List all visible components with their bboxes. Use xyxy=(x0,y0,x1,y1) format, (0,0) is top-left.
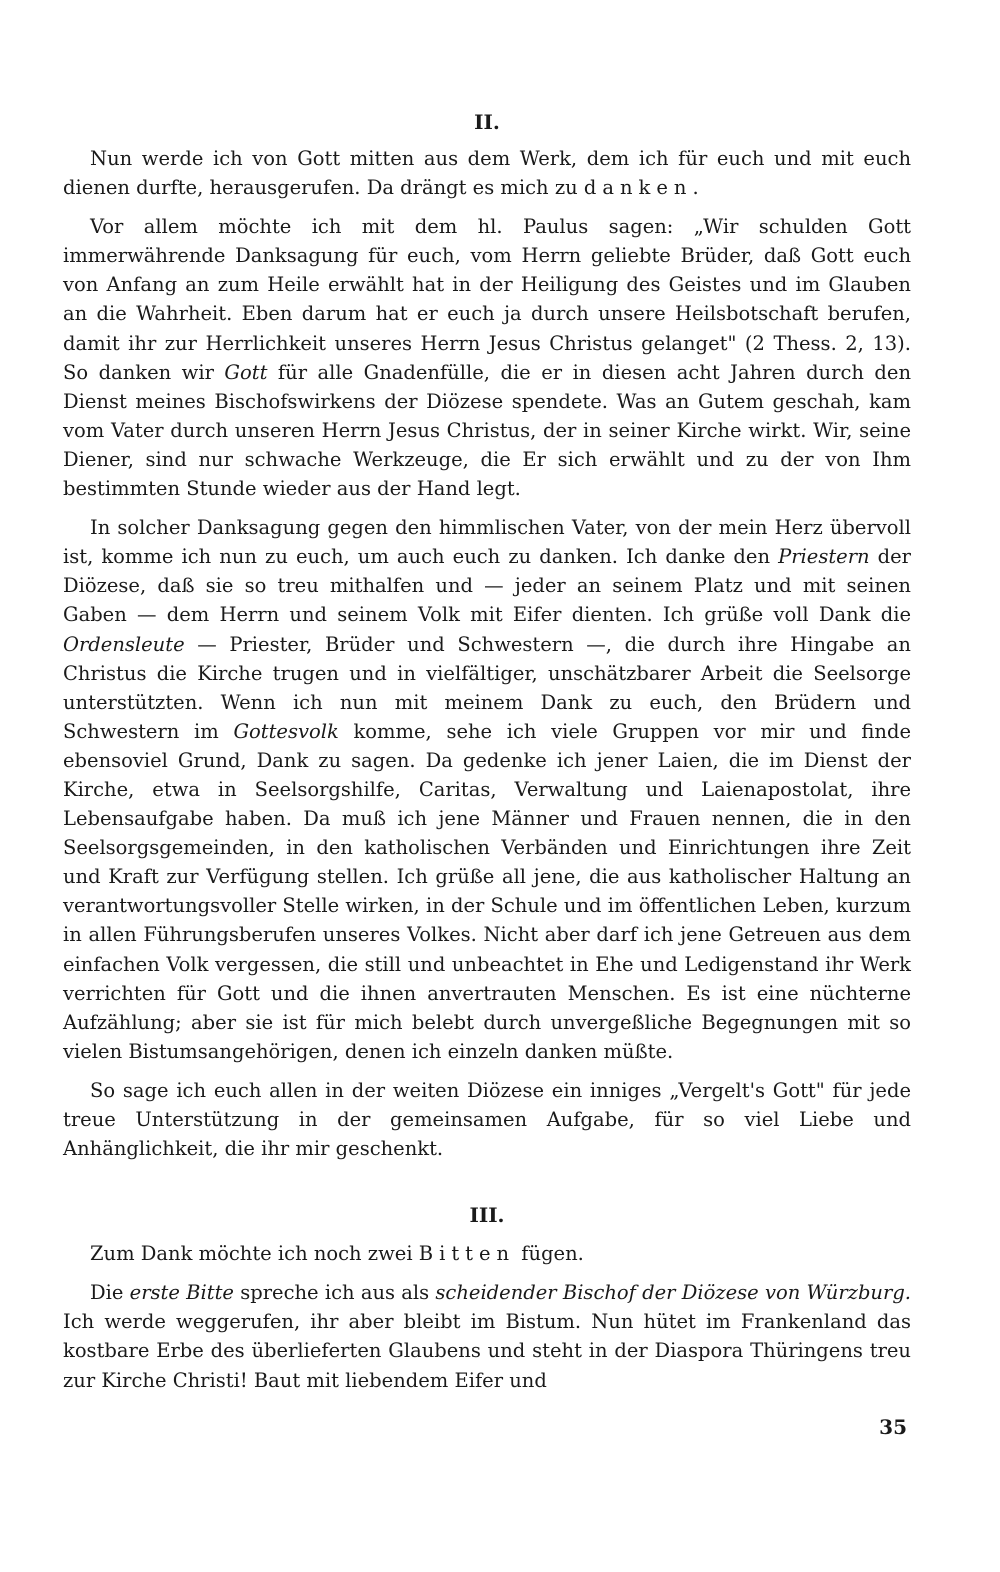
spaced-emphasis: Bitten xyxy=(418,1242,516,1266)
text-run: fügen. xyxy=(515,1242,584,1266)
text-run: — Priester, Brüder und Schwestern —, die durch ihre Hingabe an Christus die Kirche trugen und in vielfältiger, unschätzbarer Arbeit die Seelsorge unterstützten. Wenn ich nun mit meinem Dank zu euch, den Brüdern und Schwestern im xyxy=(63,632,911,743)
italic-emphasis: Ordensleute xyxy=(63,632,185,656)
text-run: Zum Dank möchte ich noch zwei xyxy=(90,1242,419,1266)
italic-emphasis: Gottesvolk xyxy=(233,719,339,743)
italic-emphasis: Gott xyxy=(224,360,268,384)
italic-emphasis: Priestern xyxy=(778,545,870,569)
paragraph xyxy=(63,1239,911,1268)
text-run: Ich werde weggerufen, ihr aber bleibt im Bistum. Nun hütet im Frankenland das kostbare Erbe des überlieferten Glaubens und steht in der Diaspora Thüringens treu zur Kirche Christi! Baut mit liebendem Eifer und xyxy=(63,1310,911,1392)
paragraph xyxy=(63,513,911,1066)
text-run: Nun werde ich von Gott mitten aus dem Werk, dem ich für euch und mit euch dienen durfte, herausgerufen. Da drängt es mich zu xyxy=(63,147,911,200)
text-run: Die xyxy=(90,1281,130,1305)
page-body xyxy=(63,108,911,1405)
paragraph xyxy=(63,212,911,503)
section-heading-ii: II. xyxy=(474,110,500,134)
italic-emphasis: erste Bitte xyxy=(129,1281,234,1305)
section-heading-iii: III. xyxy=(469,1203,505,1228)
spaced-emphasis: danken xyxy=(583,176,693,200)
text-run: Vor allem möchte ich mit dem hl. Paulus sagen: „Wir schulden Gott immerwährende Danksagung für euch, vom Herrn geliebte Brüder, daß Gott euch von Anfang an zum Heile erwählt hat in der Heiligung des Geistes und im Glauben an die Wahrheit. Eben darum hat er euch ja durch unsere Heilsbotschaft berufen, damit ihr zur Herrlichkeit unseres Herrn Jesus Christus gelanget" (2 Thess. 2, 13). So danken wir xyxy=(63,215,911,384)
paragraph xyxy=(63,144,911,202)
page-number: 35 xyxy=(879,1415,907,1439)
text-run: komme, sehe ich viele Gruppen vor mir und finde ebensoviel Grund, Dank zu sagen. Da gedenke ich jener Laien, die im Dienst der Kirche, etwa in Seelsorgshilfe, Caritas, Verwaltung und Laienapostolat, ihre Lebensaufgabe haben. Da muß ich jene Männer und Frauen nennen, die in den Seelsorgsgemeinden, in den katholischen Verbänden und Einrichtungen ihre Zeit und Kraft zur Verfügung stellen. Ich grüße all jene, die aus katholischer Haltung an verantwortungsvoller Stelle wirken, in der Schule und im öffentlichen Leben, kurzum in allen Führungsberufen unseres Volkes. Nicht aber darf ich jene Getreuen aus dem einfachen Volk vergessen, die still und unbeachtet in Ehe und Ledigenstand ihr Werk verrichten für Gott und die ihnen anvertrauten Menschen. Es ist eine nüchterne Aufzählung; aber sie ist für mich belebt durch unvergeßliche Begegnungen mit so vielen Bistumsangehörigen, denen ich einzeln danken müßte. xyxy=(63,719,911,1063)
text-run: . xyxy=(692,176,699,200)
text-run: spreche ich aus als xyxy=(233,1281,436,1305)
text-run: In solcher Danksagung gegen den himmlischen Vater, von der mein Herz übervoll ist, komme ich nun zu euch, um auch euch zu danken. Ich danke den xyxy=(63,516,911,569)
text-run: So sage ich euch allen in der weiten Diözese ein inniges „Vergelt's Gott" für jede treue Unterstützung in der gemeinsamen Aufgabe, für so viel Liebe und Anhänglichkeit, die ihr mir geschenkt. xyxy=(63,1078,911,1161)
paragraph xyxy=(63,1076,911,1163)
paragraph xyxy=(63,1278,911,1394)
italic-emphasis: scheidender Bischof der Diözese von Würzburg. xyxy=(435,1281,911,1305)
text-run: der Diözese, daß sie so treu mithalfen und — jeder an seinem Platz und mit seinen Gaben — dem Herrn und seinem Volk mit Eifer dienten. Ich grüße voll Dank die xyxy=(63,545,911,627)
text-run: für alle Gnadenfülle, die er in diesen acht Jahren durch den Dienst meines Bischofswirkens der Diözese spendete. Was an Gutem geschah, kam vom Vater durch unseren Herrn Jesus Christus, der in seiner Kirche wirkt. Wir, seine Diener, sind nur schwache Werkzeuge, die Er sich erwählt und zu der von Ihm bestimmten Stunde wieder aus der Hand legt. xyxy=(63,360,911,501)
